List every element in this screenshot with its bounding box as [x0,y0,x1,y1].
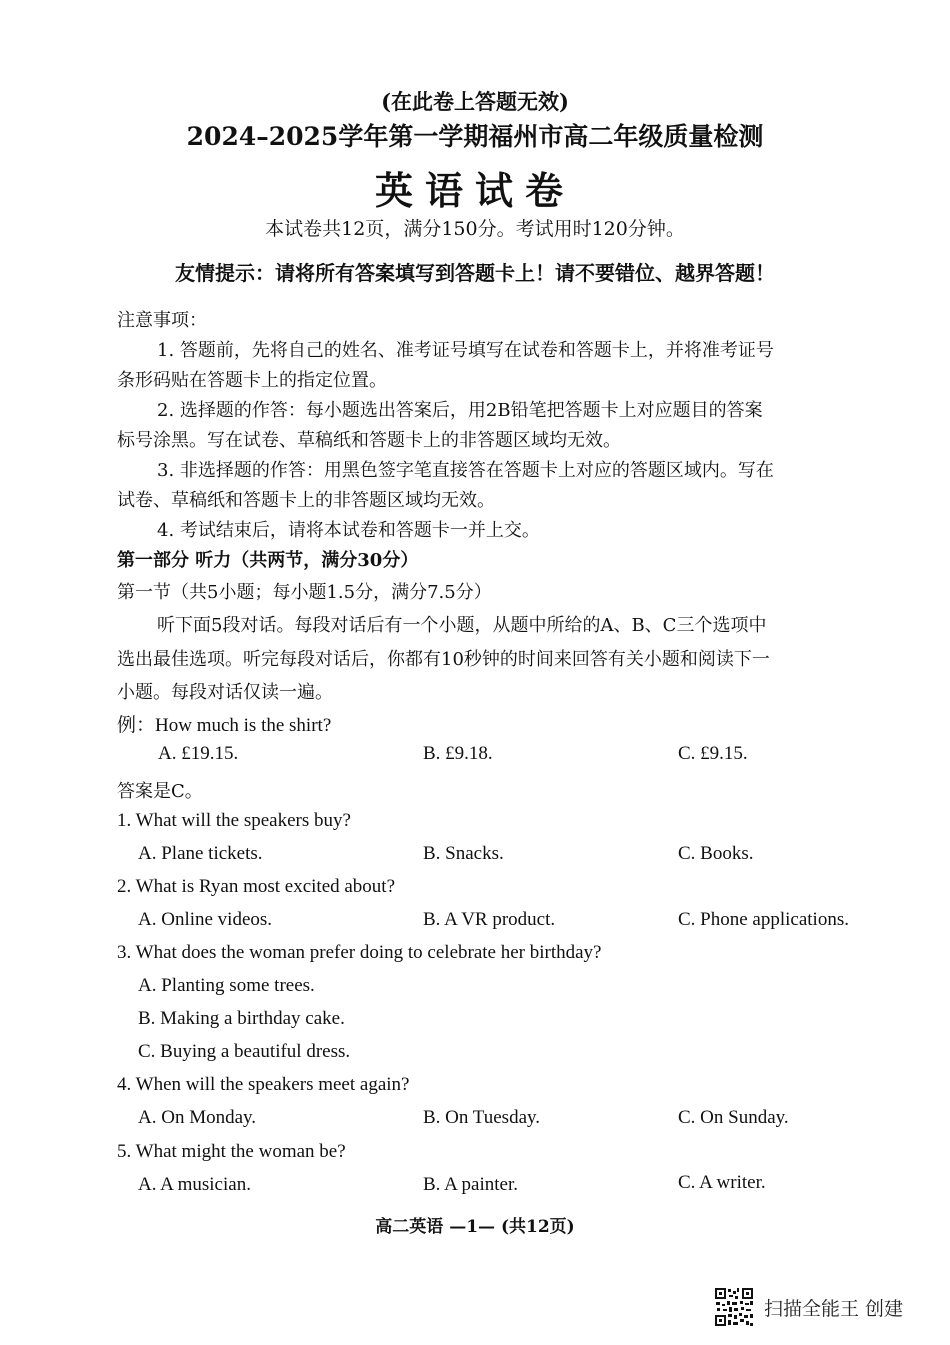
instruction-line: 2. 选择题的作答：每小题选出答案后，用2B铅笔把答题卡上对应题目的答案 [157,400,763,421]
subject-title: 英语试卷 [374,168,575,213]
option-c: C. Books. [678,843,754,864]
instruction-line: 1. 答题前，先将自己的姓名、准考证号填写在试卷和答题卡上，并将准考证号 [157,340,774,361]
option-c: C. Phone applications. [678,909,849,930]
question-stem: 5. What might the woman be? [117,1141,346,1162]
example-answer: 答案是C。 [117,781,203,802]
exam-info: 本试卷共12页，满分150分。考试用时120分钟。 [265,218,685,240]
example-option-a: A. £19.15. [158,743,239,764]
section1-heading: 第一节（共5小题；每小题1.5分，满分7.5分） [117,582,492,603]
directions-line: 小题。每段对话仅读一遍。 [117,682,333,703]
option-a: A. Online videos. [138,909,273,930]
instruction-line: 条形码贴在答题卡上的指定位置。 [117,370,387,391]
qr-code-icon [714,1287,754,1327]
option-b: B. Snacks. [423,843,504,864]
question-stem: 4. When will the speakers meet again? [117,1074,410,1095]
question-stem: 3. What does the woman prefer doing to celebrate her birthday? [117,942,602,963]
directions-line: 听下面5段对话。每段对话后有一个小题，从题中所给的A、B、C三个选项中 [157,615,767,636]
example-option-c: C. £9.15. [678,743,748,764]
page-footer: 高二英语 —1— (共12页) [375,1217,575,1237]
instructions-heading: 注意事项： [117,310,207,331]
option-c: C. A writer. [678,1172,766,1193]
question-stem: 1. What will the speakers buy? [117,810,351,831]
friendly-reminder: 友情提示：请将所有答案填写到答题卡上！请不要错位、越界答题！ [175,261,775,285]
option-c: C. Buying a beautiful dress. [138,1041,351,1062]
part1-heading: 第一部分 听力（共两节，满分30分） [117,550,419,571]
option-a: A. On Monday. [138,1107,257,1128]
example-option-b: B. £9.18. [423,743,493,764]
directions-line: 选出最佳选项。听完每段对话后，你都有10秒钟的时间来回答有关小题和阅读下一 [117,649,770,670]
option-b: B. Making a birthday cake. [138,1008,345,1029]
option-a: A. Planting some trees. [138,975,315,996]
example-question: 例：How much is the shirt? [117,715,332,736]
scanner-watermark: 扫描全能王 创建 [764,1298,904,1320]
exam-title: 2024–2025学年第一学期福州市高二年级质量检测 [186,122,764,151]
option-b: B. A VR product. [423,909,556,930]
instruction-line: 3. 非选择题的作答：用黑色签字笔直接答在答题卡上对应的答题区域内。写在 [157,460,774,481]
option-b: B. A painter. [423,1174,518,1195]
instruction-line: 标号涂黑。写在试卷、草稿纸和答题卡上的非答题区域均无效。 [117,430,621,451]
option-b: B. On Tuesday. [423,1107,541,1128]
option-a: A. Plane tickets. [138,843,263,864]
instruction-line: 试卷、草稿纸和答题卡上的非答题区域均无效。 [117,490,495,511]
invalid-answer-notice: (在此卷上答题无效) [381,89,569,114]
option-c: C. On Sunday. [678,1107,789,1128]
question-stem: 2. What is Ryan most excited about? [117,876,396,897]
option-a: A. A musician. [138,1174,251,1195]
instruction-line: 4. 考试结束后，请将本试卷和答题卡一并上交。 [157,520,540,541]
